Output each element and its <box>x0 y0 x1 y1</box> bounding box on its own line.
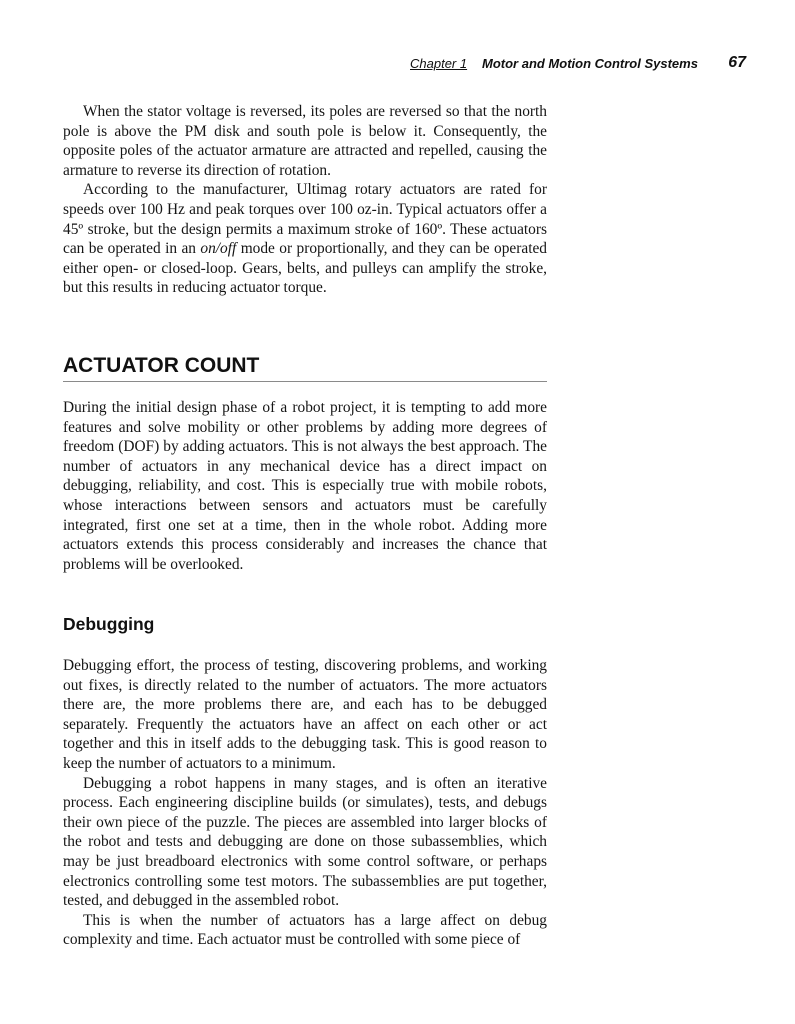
subsection-heading-debugging: Debugging <box>63 614 155 634</box>
actuator-count-text-block <box>63 398 547 574</box>
section-heading-actuator-count: ACTUATOR COUNT <box>63 354 547 382</box>
text-run: mode or proportionally, and they can be operated either open- or closed-loop. Gears, belts, and pulleys can amplify the stroke, but this results in reducing actuator torque. <box>63 240 547 297</box>
paragraph: Debugging effort, the process of testing, discovering problems, and working out fixes, is directly related to the number of actuators. The more actuators there are, the more problems there are, and each has to be debugged separately. Frequently the actuators have an affect on each other or act together and this in itself adds to the debugging task. This is good reason to keep the number of actuators to a minimum. <box>63 657 547 772</box>
paragraph <box>63 180 547 298</box>
emphasis-text: on/off <box>200 240 237 258</box>
paragraph: This is when the number of actuators has a large affect on debug complexity and time. Each actuator must be controlled with some piece of <box>63 911 547 949</box>
page-number: 67 <box>728 54 746 71</box>
text-run: According to the manufacturer, Ultimag rotary actuators are rated for speeds over 100 Hz and peak torques over 100 oz-in. Typical actuators offer a 45º stroke, but the design permits a maximum stroke of 160º. These actuators can be operated in an <box>63 181 547 258</box>
chapter-label: Chapter 1 <box>410 56 468 71</box>
paragraph: When the stator voltage is reversed, its poles are reversed so that the north pole is above the PM disk and south pole is below it. Consequently, the opposite poles of the actuator armature are attracted and repelled, causing the armature to reverse its direction of rotation. <box>63 103 547 179</box>
paragraph: During the initial design phase of a robot project, it is tempting to add more features and solve mobility or other problems by adding more degrees of freedom (DOF) by adding actuators. This is not always the best approach. The number of actuators in any mechanical device has a direct impact on debugging, reliability, and cost. This is especially true with mobile robots, whose interactions between sensors and actuators must be carefully integrated, first one set at a time, then in the whole robot. Adding more actuators extends this process considerably and increases the chance that problems will be overlooked. <box>63 399 547 573</box>
running-header <box>0 54 746 74</box>
intro-text-block <box>63 102 547 298</box>
debugging-text-block <box>63 656 547 950</box>
chapter-title: Motor and Motion Control Systems <box>482 56 698 71</box>
paragraph: Debugging a robot happens in many stages, and is often an iterative process. Each engineering discipline builds (or simulates), tests, and debugs their own piece of the puzzle. The pieces are assembled into larger blocks of the robot and tests and debugging are done on those subassemblies, which may be just breadboard electronics with some control software, or perhaps electronics controlling some test motors. The subassemblies are put together, tested, and debugged in the assembled robot. <box>63 774 547 910</box>
